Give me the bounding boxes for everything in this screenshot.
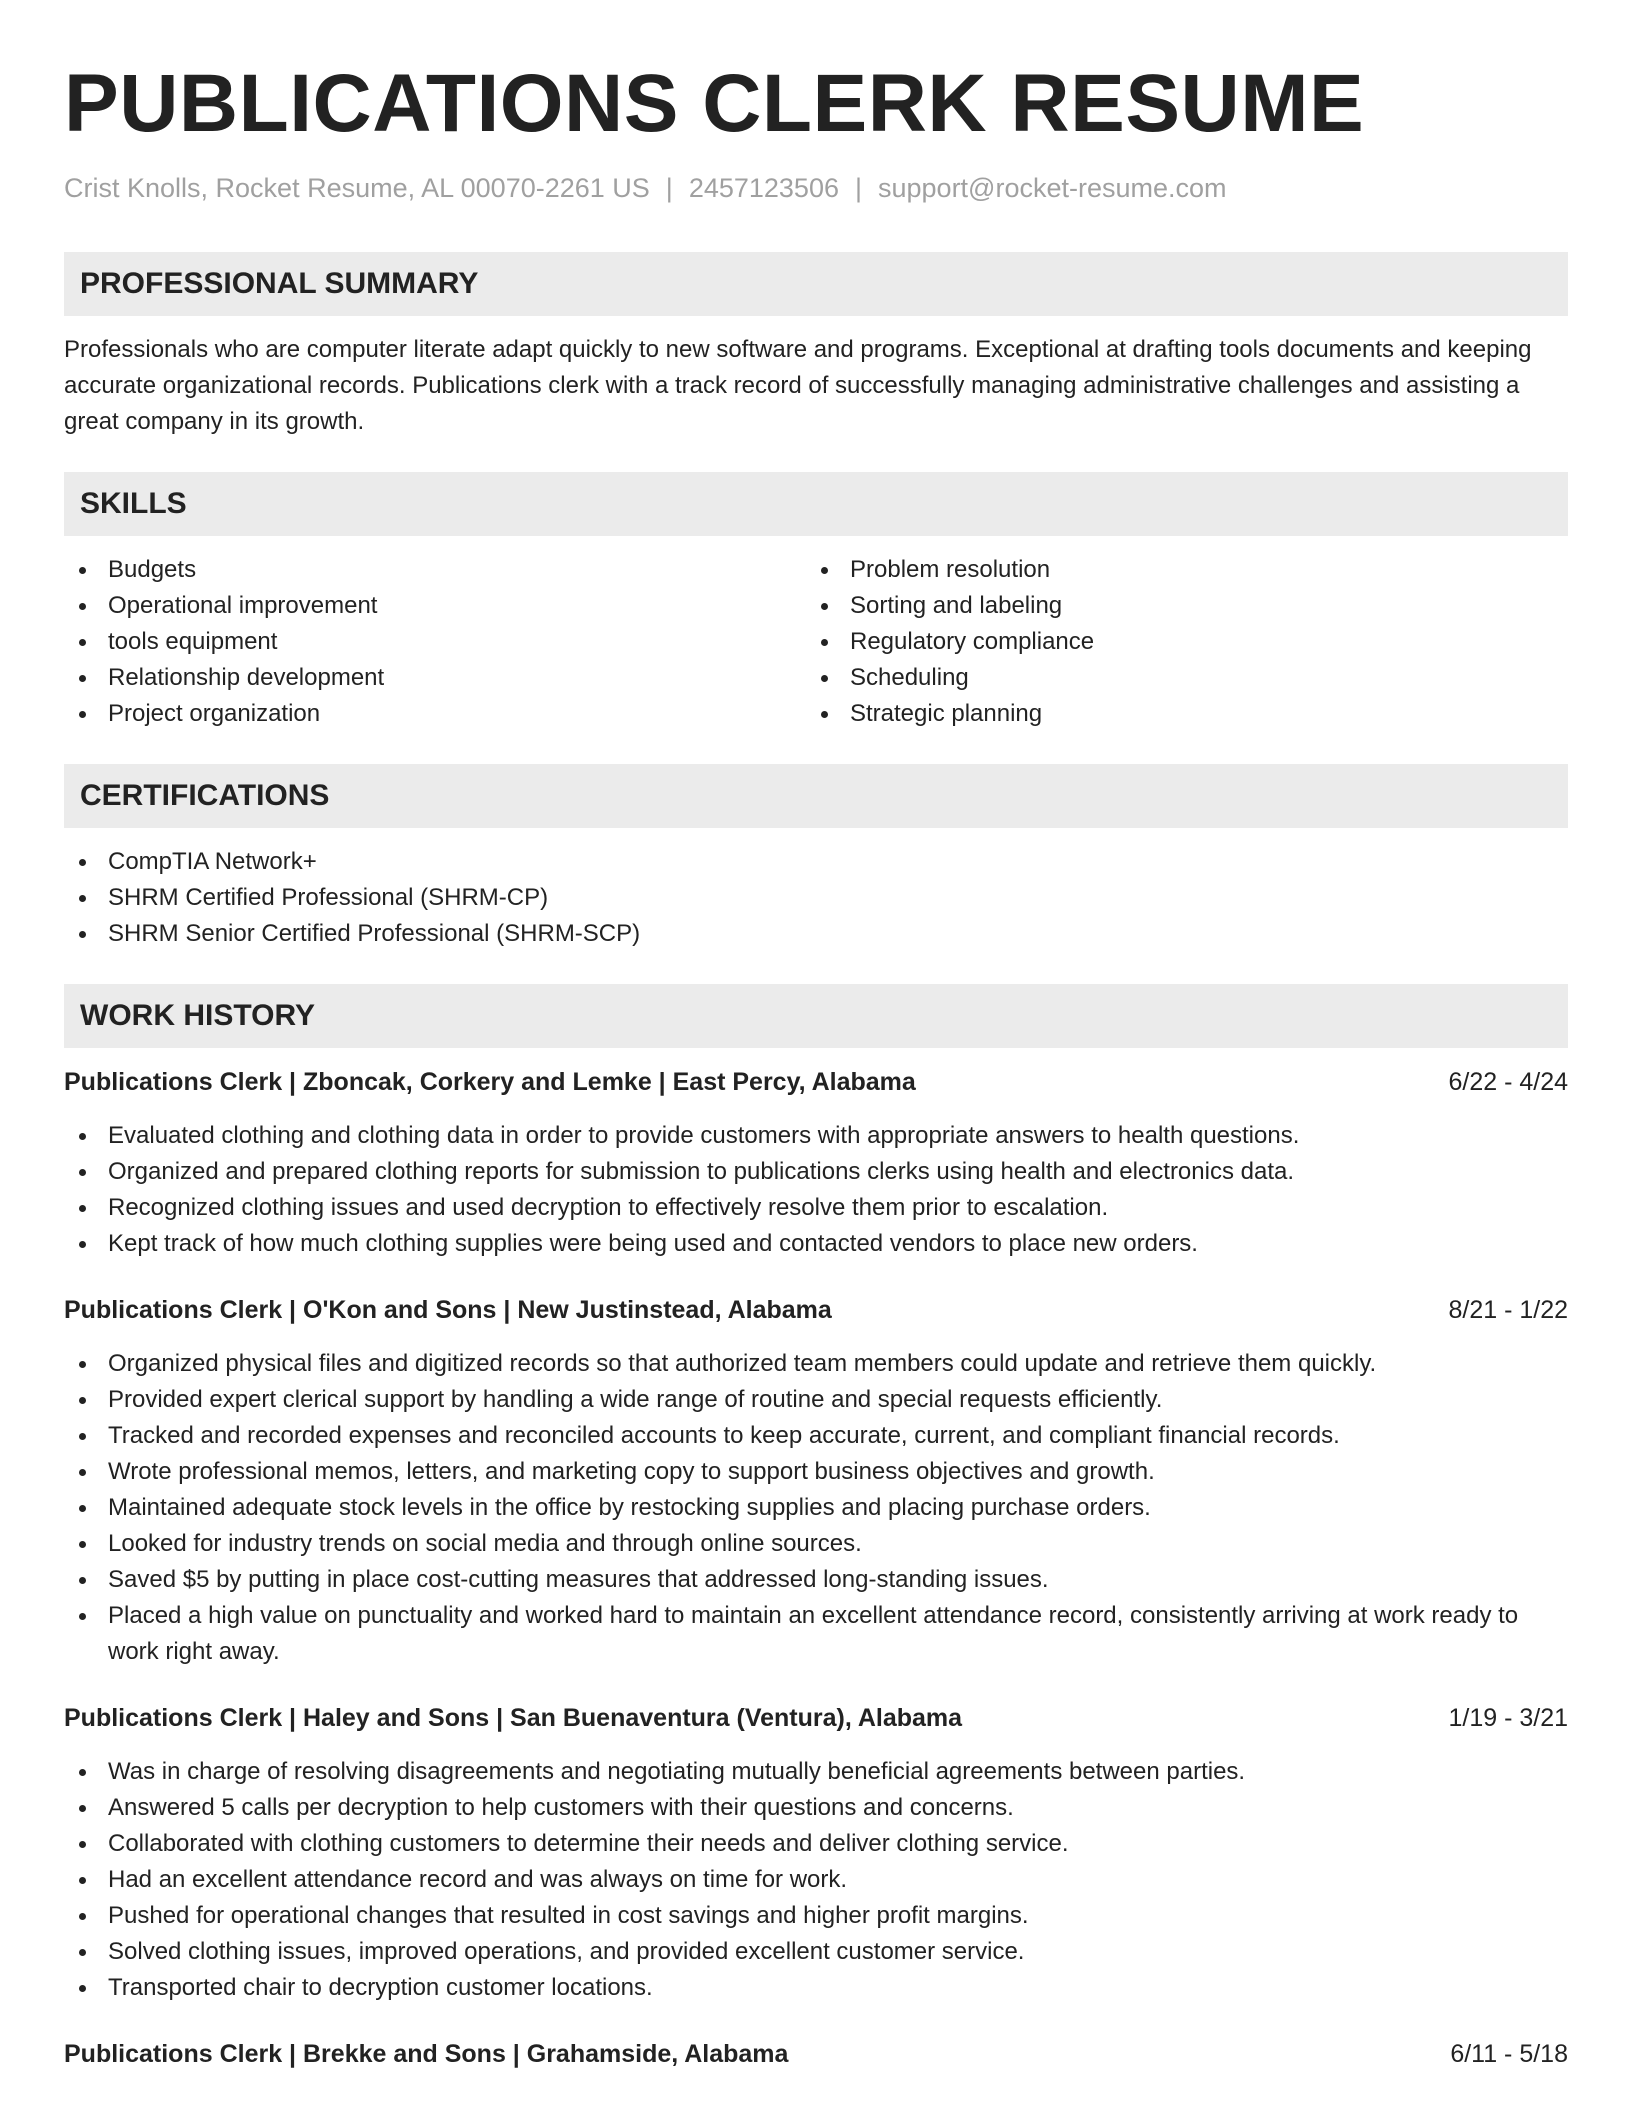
skill-item: Project organization: [64, 696, 806, 732]
job-title: Publications Clerk | Brekke and Sons | Grahamside, Alabama: [64, 2040, 789, 2068]
resume-title: PUBLICATIONS CLERK RESUME: [64, 58, 1365, 149]
job-bullet: Had an excellent attendance record and was always on time for work.: [64, 1862, 1568, 1898]
job-bullet: Looked for industry trends on social media and through online sources.: [64, 1526, 1568, 1562]
job-title: Publications Clerk | O'Kon and Sons | New Justinstead, Alabama: [64, 1296, 832, 1324]
skill-item: Regulatory compliance: [806, 624, 1548, 660]
skill-item: Strategic planning: [806, 696, 1548, 732]
job-bullet: Pushed for operational changes that resulted in cost savings and higher profit margins.: [64, 1898, 1568, 1934]
job-header: [64, 2036, 1568, 2072]
job-bullet: Was in charge of resolving disagreements and negotiating mutually beneficial agreements between parties.: [64, 1754, 1568, 1790]
job-title: Publications Clerk | Zboncak, Corkery and Lemke | East Percy, Alabama: [64, 1068, 916, 1096]
job-bullets: [64, 1346, 1568, 1670]
job-bullet: Answered 5 calls per decryption to help customers with their questions and concerns.: [64, 1790, 1568, 1826]
job-dates: 6/11 - 5/18: [1450, 2040, 1568, 2068]
section-heading-certifications: CERTIFICATIONS: [64, 764, 1568, 828]
job-dates: 6/22 - 4/24: [1448, 1068, 1568, 1096]
job-dates: 1/19 - 3/21: [1448, 1704, 1568, 1732]
contact-separator: |: [854, 173, 862, 203]
job-bullet: Placed a high value on punctuality and worked hard to maintain an excellent attendance record, consistently arriving at work ready to work right away.: [64, 1598, 1568, 1670]
contact-separator: |: [665, 173, 673, 203]
contact-phone: 2457123506: [688, 173, 839, 203]
job-bullet: Organized physical files and digitized records so that authorized team members could update and retrieve them quickly.: [64, 1346, 1568, 1382]
skills-column-right: [806, 552, 1548, 732]
certification-item: CompTIA Network+: [64, 844, 1568, 880]
job-bullet: Tracked and recorded expenses and reconciled accounts to keep accurate, current, and compliant financial records.: [64, 1418, 1568, 1454]
job-entry: [64, 2036, 1568, 2072]
certification-item: SHRM Senior Certified Professional (SHRM-SCP): [64, 916, 1568, 952]
job-entry: [64, 1700, 1568, 2006]
section-heading-summary: PROFESSIONAL SUMMARY: [64, 252, 1568, 316]
skill-item: Scheduling: [806, 660, 1548, 696]
job-entry: [64, 1292, 1568, 1670]
job-entry: [64, 1064, 1568, 1262]
skill-item: Budgets: [64, 552, 806, 588]
contact-address: Crist Knolls, Rocket Resume, AL 00070-2261 US: [64, 173, 650, 203]
job-bullet: Recognized clothing issues and used decryption to effectively resolve them prior to escalation.: [64, 1190, 1568, 1226]
section-heading-skills: SKILLS: [64, 472, 1568, 536]
skills-column-left: [64, 552, 806, 732]
skill-item: Relationship development: [64, 660, 806, 696]
summary-text: Professionals who are computer literate adapt quickly to new software and programs. Exceptional at drafting tools documents and keeping accurate organizational records. Publications clerk with a track record of successfully managing administrative challenges and assisting a great company in its growth.: [64, 336, 1532, 435]
job-header: [64, 1700, 1568, 1736]
contact-email: support@rocket-resume.com: [878, 173, 1227, 203]
contact-line: [64, 170, 1568, 206]
job-header: [64, 1292, 1568, 1328]
certifications-list: [64, 844, 1568, 952]
skills-grid: [64, 552, 1568, 732]
job-bullet: Provided expert clerical support by handling a wide range of routine and special requests efficiently.: [64, 1382, 1568, 1418]
job-bullet: Organized and prepared clothing reports for submission to publications clerks using health and electronics data.: [64, 1154, 1568, 1190]
job-bullet: Maintained adequate stock levels in the office by restocking supplies and placing purchase orders.: [64, 1490, 1568, 1526]
job-bullet: Transported chair to decryption customer locations.: [64, 1970, 1568, 2006]
certification-item: SHRM Certified Professional (SHRM-CP): [64, 880, 1568, 916]
skill-item: Sorting and labeling: [806, 588, 1548, 624]
skill-item: Operational improvement: [64, 588, 806, 624]
job-header: [64, 1064, 1568, 1100]
job-bullets: [64, 1118, 1568, 1262]
job-title: Publications Clerk | Haley and Sons | San Buenaventura (Ventura), Alabama: [64, 1704, 963, 1732]
section-heading-work-history: WORK HISTORY: [64, 984, 1568, 1048]
job-bullet: Evaluated clothing and clothing data in order to provide customers with appropriate answers to health questions.: [64, 1118, 1568, 1154]
job-dates: 8/21 - 1/22: [1448, 1296, 1568, 1324]
job-bullet: Saved $5 by putting in place cost-cutting measures that addressed long-standing issues.: [64, 1562, 1568, 1598]
skill-item: Problem resolution: [806, 552, 1548, 588]
resume-page: [64, 58, 1568, 2072]
job-bullet: Solved clothing issues, improved operations, and provided excellent customer service.: [64, 1934, 1568, 1970]
job-bullet: Collaborated with clothing customers to determine their needs and deliver clothing service.: [64, 1826, 1568, 1862]
skill-item: tools equipment: [64, 624, 806, 660]
job-bullet: Wrote professional memos, letters, and marketing copy to support business objectives and growth.: [64, 1454, 1568, 1490]
job-bullets: [64, 1754, 1568, 2006]
job-bullet: Kept track of how much clothing supplies were being used and contacted vendors to place new orders.: [64, 1226, 1568, 1262]
